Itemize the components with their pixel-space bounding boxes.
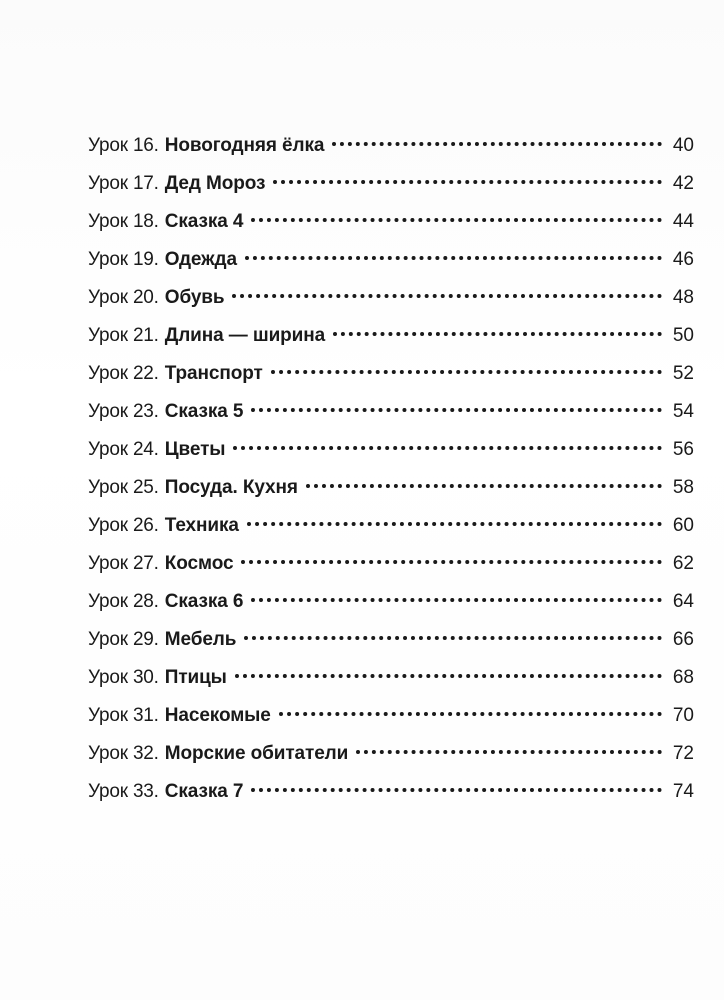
page-number: 70 [672,705,694,726]
page-number: 40 [672,135,694,156]
lesson-number: Урок 22. [88,363,159,384]
dot-leader [251,408,662,412]
dot-leader [356,750,662,754]
page-number: 62 [672,553,694,574]
lesson-title: Транспорт [164,363,263,384]
page-number: 68 [672,667,694,688]
lesson-title: Длина — ширина [164,325,326,346]
lesson-title: Техника [164,515,239,536]
toc-entry [88,127,694,165]
lesson-title: Птицы [164,667,227,688]
toc-entry [88,773,694,811]
lesson-number: Урок 25. [88,477,159,498]
lesson-number: Урок 18. [88,211,159,232]
page-number: 58 [672,477,694,498]
lesson-number: Урок 24. [88,439,159,460]
dot-leader [273,180,662,184]
dot-leader [251,218,662,222]
lesson-number: Урок 26. [88,515,159,536]
lesson-title: Одежда [164,249,237,270]
dot-leader [241,560,662,564]
dot-leader [245,256,662,260]
dot-leader [244,636,662,640]
dot-leader [232,294,662,298]
dot-leader [279,712,662,716]
dot-leader [251,788,662,792]
lesson-title: Сказка 5 [164,401,244,422]
lesson-number: Урок 21. [88,325,159,346]
lesson-number: Урок 23. [88,401,159,422]
dot-leader [333,332,662,336]
page-number: 56 [672,439,694,460]
dot-leader [332,142,662,146]
toc-entry [88,621,694,659]
page-number: 50 [672,325,694,346]
page-number: 72 [672,743,694,764]
lesson-title: Сказка 7 [164,781,244,802]
toc-entry [88,469,694,507]
lesson-number: Урок 28. [88,591,159,612]
page-number: 42 [672,173,694,194]
lesson-title: Обувь [164,287,225,308]
page-number: 66 [672,629,694,650]
toc-entry [88,317,694,355]
toc-entry [88,431,694,469]
lesson-title: Морские обитатели [164,743,349,764]
dot-leader [233,446,662,450]
page-number: 54 [672,401,694,422]
toc-entry [88,355,694,393]
toc-entry [88,735,694,773]
toc-entry [88,393,694,431]
toc-entry [88,165,694,203]
dot-leader [271,370,662,374]
table-of-contents [88,127,694,811]
lesson-title: Дед Мороз [164,173,266,194]
toc-entry [88,279,694,317]
page-number: 64 [672,591,694,612]
lesson-number: Урок 20. [88,287,159,308]
toc-entry [88,203,694,241]
lesson-number: Урок 29. [88,629,159,650]
toc-entry [88,241,694,279]
lesson-number: Урок 31. [88,705,159,726]
lesson-number: Урок 27. [88,553,159,574]
dot-leader [235,674,662,678]
lesson-number: Урок 19. [88,249,159,270]
toc-entry [88,583,694,621]
page-number: 74 [672,781,694,802]
toc-entry [88,659,694,697]
page-number: 46 [672,249,694,270]
lesson-title: Новогодняя ёлка [164,135,325,156]
dot-leader [306,484,662,488]
lesson-title: Цветы [164,439,226,460]
lesson-number: Урок 30. [88,667,159,688]
lesson-title: Насекомые [164,705,271,726]
lesson-number: Урок 33. [88,781,159,802]
lesson-title: Мебель [164,629,237,650]
page-number: 52 [672,363,694,384]
page-number: 44 [672,211,694,232]
lesson-number: Урок 16. [88,135,159,156]
lesson-title: Сказка 4 [164,211,244,232]
lesson-title: Посуда. Кухня [164,477,298,498]
lesson-title: Космос [164,553,234,574]
lesson-number: Урок 32. [88,743,159,764]
toc-entry [88,697,694,735]
toc-entry [88,507,694,545]
lesson-title: Сказка 6 [164,591,244,612]
page-number: 60 [672,515,694,536]
lesson-number: Урок 17. [88,173,159,194]
dot-leader [247,522,662,526]
toc-entry [88,545,694,583]
dot-leader [251,598,662,602]
page-number: 48 [672,287,694,308]
